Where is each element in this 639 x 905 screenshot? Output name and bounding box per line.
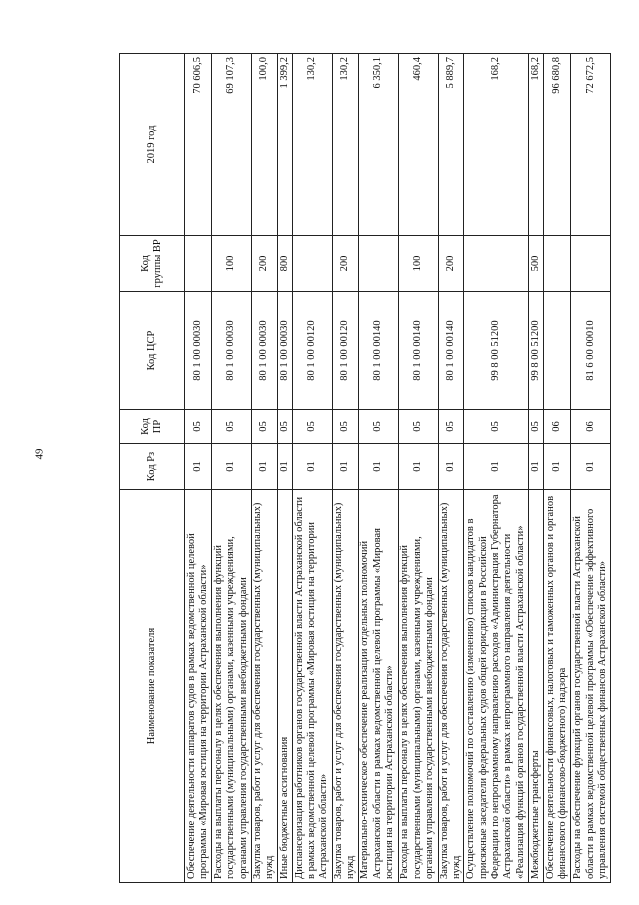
row-name: Расходы на выплаты персоналу в целях обеспечения выполнения функций государственными (муниципальными) органами, казенными учреждениями, органами управления государственными внебюджетными фондами <box>398 490 438 883</box>
row-rz: 01 <box>544 444 571 490</box>
row-rz: 01 <box>252 444 278 490</box>
row-csr: 80 1 00 00120 <box>292 292 332 410</box>
row-value: 6 350,1 <box>358 54 398 236</box>
header-csr: Код ЦСР <box>120 292 185 410</box>
row-value: 100,0 <box>252 54 278 236</box>
row-csr: 99 8 00 51200 <box>464 292 529 410</box>
row-rz: 01 <box>529 444 544 490</box>
row-rz: 01 <box>292 444 332 490</box>
header-vr: Код группы ВР <box>120 236 185 292</box>
rotated-table-container <box>119 54 608 883</box>
row-csr <box>544 292 571 410</box>
page-number: 49 <box>33 448 46 460</box>
row-name: Расходы на обеспечение функций органов государственной власти Астраханской области в рамках ведомственной целевой программы «Обеспечение эффективного управления системой общественных финансов Астраханской области» <box>571 490 611 883</box>
row-pr: 05 <box>277 410 292 444</box>
row-rz: 01 <box>464 444 529 490</box>
row-pr: 05 <box>292 410 332 444</box>
header-row <box>120 54 185 883</box>
row-value: 69 107,3 <box>212 54 252 236</box>
table-row <box>438 54 464 883</box>
header-year: 2019 год <box>120 54 185 236</box>
row-name: Межбюджетные трансферты <box>529 490 544 883</box>
table-row <box>571 54 611 883</box>
row-value: 168,2 <box>464 54 529 236</box>
table-row <box>544 54 571 883</box>
row-pr: 05 <box>185 410 212 444</box>
row-name: Иные бюджетные ассигнования <box>277 490 292 883</box>
row-rz: 01 <box>185 444 212 490</box>
row-name: Обеспечение деятельности аппаратов судов в рамках ведомственной целевой программы «Мировая юстиция на территории Астраханской области» <box>185 490 212 883</box>
table-row <box>358 54 398 883</box>
row-vr <box>544 236 571 292</box>
row-vr: 200 <box>332 236 358 292</box>
row-vr <box>464 236 529 292</box>
row-pr: 06 <box>571 410 611 444</box>
row-value: 96 680,8 <box>544 54 571 236</box>
row-pr: 05 <box>252 410 278 444</box>
row-csr: 99 8 00 51200 <box>529 292 544 410</box>
row-csr: 80 1 00 00120 <box>332 292 358 410</box>
row-csr: 80 1 00 00140 <box>398 292 438 410</box>
row-csr: 80 1 00 00140 <box>438 292 464 410</box>
row-pr: 05 <box>358 410 398 444</box>
row-value: 460,4 <box>398 54 438 236</box>
row-vr: 100 <box>398 236 438 292</box>
row-rz: 01 <box>212 444 252 490</box>
row-pr: 05 <box>529 410 544 444</box>
row-name: Расходы на выплаты персоналу в целях обеспечения выполнения функций государственными (муниципальными) органами, казенными учреждениями, органами управления государственными внебюджетными фондами <box>212 490 252 883</box>
row-csr: 80 1 00 00140 <box>358 292 398 410</box>
header-pr: Код ПР <box>120 410 185 444</box>
budget-table <box>119 53 611 883</box>
row-name: Обеспечение деятельности финансовых, налоговых и таможенных органов и органов финансового (финансово-бюджетного) надзора <box>544 490 571 883</box>
row-value: 5 889,7 <box>438 54 464 236</box>
row-pr: 05 <box>332 410 358 444</box>
row-vr: 100 <box>212 236 252 292</box>
row-rz: 01 <box>571 444 611 490</box>
table-row <box>398 54 438 883</box>
table-row <box>464 54 529 883</box>
table-row <box>292 54 332 883</box>
row-vr: 800 <box>277 236 292 292</box>
header-name: Наименование показателя <box>120 490 185 883</box>
row-pr: 06 <box>544 410 571 444</box>
row-pr: 05 <box>212 410 252 444</box>
row-vr <box>185 236 212 292</box>
row-rz: 01 <box>438 444 464 490</box>
row-name: Закупка товаров, работ и услуг для обеспечения государственных (муниципальных) нужд <box>438 490 464 883</box>
row-vr <box>358 236 398 292</box>
row-vr <box>292 236 332 292</box>
row-csr: 80 1 00 00030 <box>252 292 278 410</box>
row-vr <box>571 236 611 292</box>
table-row <box>252 54 278 883</box>
header-rz: Код Рз <box>120 444 185 490</box>
row-pr: 05 <box>438 410 464 444</box>
row-value: 130,2 <box>332 54 358 236</box>
row-rz: 01 <box>332 444 358 490</box>
table-row <box>185 54 212 883</box>
row-value: 1 399,2 <box>277 54 292 236</box>
row-rz: 01 <box>358 444 398 490</box>
table-row <box>332 54 358 883</box>
row-value: 168,2 <box>529 54 544 236</box>
table-row <box>277 54 292 883</box>
row-value: 70 606,5 <box>185 54 212 236</box>
table-row <box>529 54 544 883</box>
row-name: Диспансеризация работников органов государственной власти Астраханской области в рамках ведомственной целевой программы «Мировая юстиция на территории Астраханской области» <box>292 490 332 883</box>
row-vr: 500 <box>529 236 544 292</box>
row-name: Закупка товаров, работ и услуг для обеспечения государственных (муниципальных) нужд <box>332 490 358 883</box>
row-pr: 05 <box>464 410 529 444</box>
row-value: 130,2 <box>292 54 332 236</box>
row-name: Закупка товаров, работ и услуг для обеспечения государственных (муниципальных) нужд <box>252 490 278 883</box>
row-value: 72 672,5 <box>571 54 611 236</box>
row-csr: 80 1 00 00030 <box>277 292 292 410</box>
row-name: Материально-техническое обеспечение реализации отдельных полномочий Астраханской области в рамках ведомственной целевой программы «Мировая юстиция на территории Астраханской области» <box>358 490 398 883</box>
row-csr: 80 1 00 00030 <box>185 292 212 410</box>
row-vr: 200 <box>252 236 278 292</box>
row-pr: 05 <box>398 410 438 444</box>
row-csr: 81 6 00 00010 <box>571 292 611 410</box>
row-csr: 80 1 00 00030 <box>212 292 252 410</box>
row-rz: 01 <box>277 444 292 490</box>
row-rz: 01 <box>398 444 438 490</box>
table-row <box>212 54 252 883</box>
row-vr: 200 <box>438 236 464 292</box>
row-name: Осуществление полномочий по составлению (изменению) списков кандидатов в присяжные заседатели федеральных судов общей юрисдикции в Российской Федерации по непрограммному направлению расходов «Администрация Губернатора Астраханской области» в рамках непрограммного направления деятельности «Реализация функций органов государственной власти Астраханской области» <box>464 490 529 883</box>
